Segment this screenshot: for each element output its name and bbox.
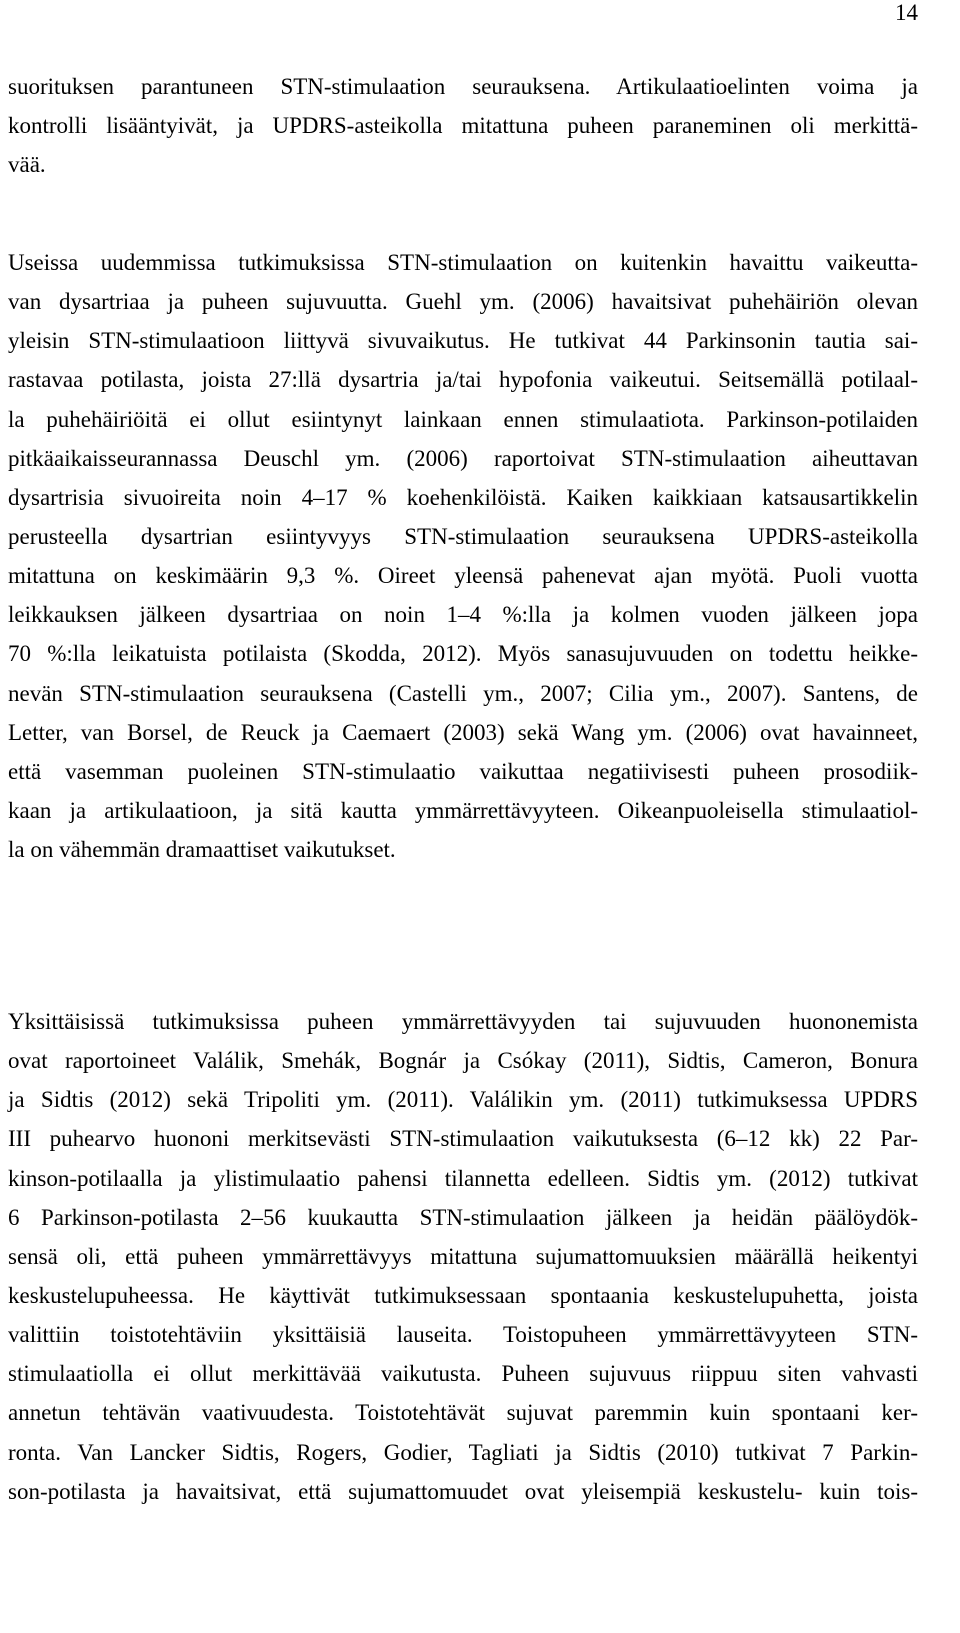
paragraph-2 [8, 243, 918, 869]
text-line: vää. [8, 152, 46, 178]
text-line: että vasemman puoleinen STN-stimulaatio vaikuttaa negatiivisesti puheen prosodiik- [8, 758, 918, 784]
text-line: kinson-potilaalla ja ylistimulaatio pahensi tilannetta edelleen. Sidtis ym. (2012) tutkivat [8, 1165, 918, 1191]
text-line: suorituksen parantuneen STN-stimulaation seurauksena. Artikulaatioelinten voima ja [8, 74, 918, 99]
text-line: 6 Parkinson-potilasta 2–56 kuukautta STN-stimulaation jälkeen ja heidän päälöydök- [8, 1204, 918, 1230]
text-line: keskustelupuheessa. He käyttivät tutkimuksessaan spontaania keskustelupuhetta, joista [8, 1282, 918, 1308]
text-line: la on vähemmän dramaattiset vaikutukset. [8, 837, 396, 863]
text-line: Useissa uudemmissa tutkimuksissa STN-stimulaation on kuitenkin havaittu vaikeutta- [8, 250, 918, 275]
text-line: dysartrisia sivuoireita noin 4–17 % koehenkilöistä. Kaiken kaikkiaan katsausartikkelin [8, 484, 918, 510]
text-line: la puhehäiriöitä ei ollut esiintynyt lainkaan ennen stimulaatiota. Parkinson-potilaiden [8, 406, 918, 432]
text-line: stimulaatiolla ei ollut merkittävää vaikutusta. Puheen sujuvuus riippuu siten vahvasti [8, 1361, 918, 1387]
text-line: annetun tehtävän vaativuudesta. Toistotehtävät sujuvat paremmin kuin spontaani ker- [8, 1400, 918, 1426]
text-line: kontrolli lisääntyivät, ja UPDRS-asteikolla mitattuna puheen paraneminen oli merkittä- [8, 113, 918, 139]
text-line: mitattuna on keskimäärin 9,3 %. Oireet yleensä pahenevat ajan myötä. Puoli vuotta [8, 563, 918, 589]
text-line: sensä oli, että puheen ymmärrettävyys mitattuna sujumattomuuksien määrällä heikentyi [8, 1243, 918, 1269]
text-line: pitkäaikaisseurannassa Deuschl ym. (2006) raportoivat STN-stimulaation aiheuttavan [8, 445, 918, 471]
page-number: 14 [895, 0, 918, 25]
text-line: Letter, van Borsel, de Reuck ja Caemaert (2003) sekä Wang ym. (2006) ovat havainneet, [8, 719, 918, 745]
text-line: kaan ja artikulaatioon, ja sitä kautta ymmärrettävyyteen. Oikeanpuoleisella stimulaatiol- [8, 797, 918, 823]
paragraph-3 [8, 1002, 918, 1511]
text-line: ronta. Van Lancker Sidtis, Rogers, Godier, Tagliati ja Sidtis (2010) tutkivat 7 Parkin- [8, 1439, 918, 1465]
text-line: leikkauksen jälkeen dysartriaa on noin 1–4 %:lla ja kolmen vuoden jälkeen jopa [8, 602, 918, 628]
text-line: perusteella dysartrian esiintyvyys STN-stimulaation seurauksena UPDRS-asteikolla [8, 523, 918, 549]
text-line: van dysartriaa ja puheen sujuvuutta. Guehl ym. (2006) havaitsivat puhehäiriön olevan [8, 289, 918, 315]
text-line: ovat raportoineet Valálik, Smehák, Bognár ja Csókay (2011), Sidtis, Cameron, Bonura [8, 1048, 918, 1074]
text-line: ja Sidtis (2012) sekä Tripoliti ym. (2011). Valálikin ym. (2011) tutkimuksessa UPDRS [8, 1087, 918, 1113]
paragraph-1 [8, 67, 918, 184]
text-line: son-potilasta ja havaitsivat, että sujumattomuudet ovat yleisempiä keskustelu- kuin tois- [8, 1478, 918, 1504]
text-line: valittiin toistotehtäviin yksittäisiä lauseita. Toistopuheen ymmärrettävyyteen STN- [8, 1322, 918, 1348]
text-line: Yksittäisissä tutkimuksissa puheen ymmärrettävyyden tai sujuvuuden huononemista [8, 1009, 918, 1034]
text-line: rastavaa potilasta, joista 27:llä dysartria ja/tai hypofonia vaikeutui. Seitsemällä potilaal- [8, 367, 918, 393]
text-line: yleisin STN-stimulaatioon liittyvä sivuvaikutus. He tutkivat 44 Parkinsonin tautia sai- [8, 328, 918, 354]
text-line: nevän STN-stimulaation seurauksena (Castelli ym., 2007; Cilia ym., 2007). Santens, de [8, 680, 918, 706]
text-line: 70 %:lla leikatuista potilaista (Skodda, 2012). Myös sanasujuvuuden on todettu heikke- [8, 641, 918, 667]
text-line: III puhearvo huononi merkitsevästi STN-stimulaation vaikutuksesta (6–12 kk) 22 Par- [8, 1126, 918, 1152]
